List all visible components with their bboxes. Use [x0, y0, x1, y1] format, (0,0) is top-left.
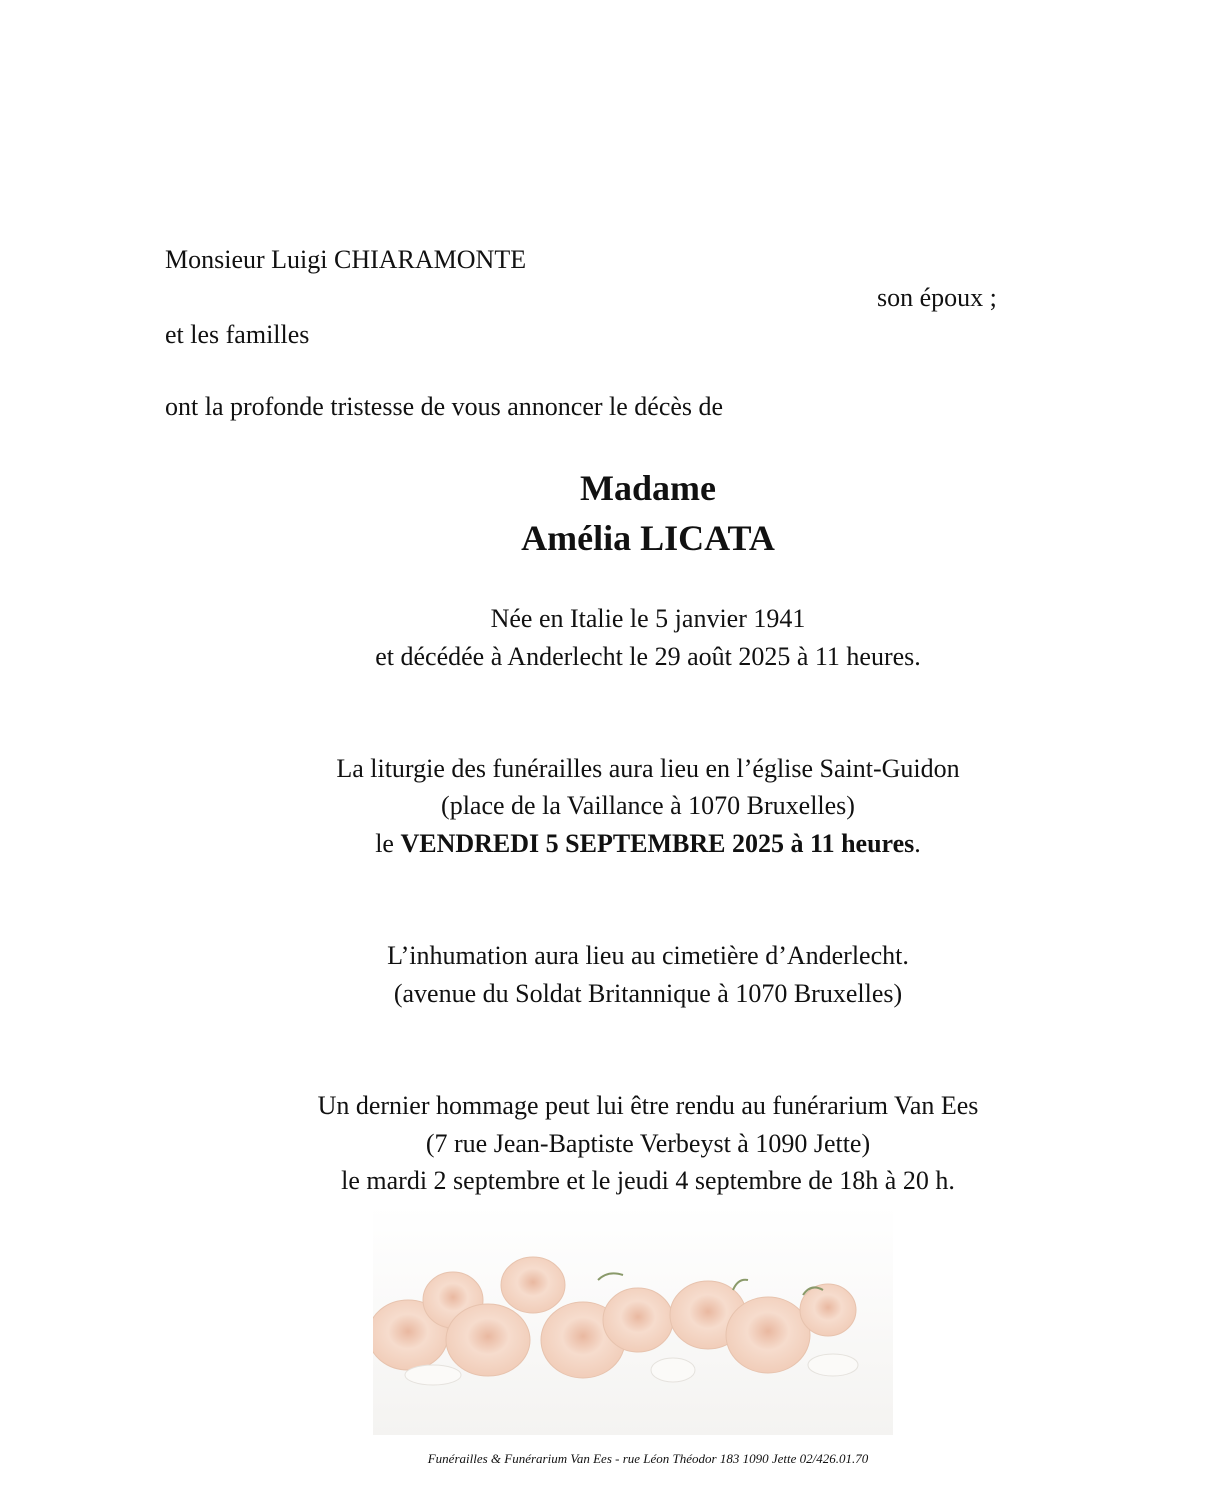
death-line: et décédée à Anderlecht le 29 août 2025 à 11 heures. [375, 642, 921, 671]
announcer-name: Monsieur Luigi CHIARAMONTE [165, 245, 527, 274]
tribute-line1: Un dernier hommage peut lui être rendu au funérarium Van Ees [317, 1091, 979, 1120]
funeral-home-footer: Funérailles & Funérarium Van Ees - rue Léon Théodor 183 1090 Jette 02/426.01.70 [427, 1451, 869, 1466]
liturgy-suffix: . [914, 829, 921, 858]
liturgy-prefix: le [375, 829, 401, 858]
liturgy-line3 [0, 831, 1214, 857]
burial-line2: (avenue du Soldat Britannique à 1070 Bruxelles) [393, 979, 903, 1008]
tribute-line2: (7 rue Jean-Baptiste Verbeyst à 1090 Jette) [425, 1129, 871, 1158]
liturgy-line2: (place de la Vaillance à 1070 Bruxelles) [441, 791, 855, 820]
deceased-title: Madame [580, 468, 716, 508]
announcer-families: et les familles [165, 320, 310, 349]
intro-text: ont la profonde tristesse de vous annoncer le décès de [165, 392, 724, 421]
tribute-line3: le mardi 2 septembre et le jeudi 4 septembre de 18h à 20 h. [341, 1166, 955, 1195]
birth-line: Née en Italie le 5 janvier 1941 [490, 604, 806, 633]
roses-image [373, 1205, 893, 1435]
burial-line1: L’inhumation aura lieu au cimetière d’Anderlecht. [387, 941, 909, 970]
liturgy-date: VENDREDI 5 SEPTEMBRE 2025 à 11 heures [400, 829, 915, 858]
liturgy-line1: La liturgie des funérailles aura lieu en l’église Saint-Guidon [336, 754, 960, 783]
announcer-relation: son époux ; [877, 283, 997, 312]
deceased-name: Amélia LICATA [521, 518, 775, 558]
